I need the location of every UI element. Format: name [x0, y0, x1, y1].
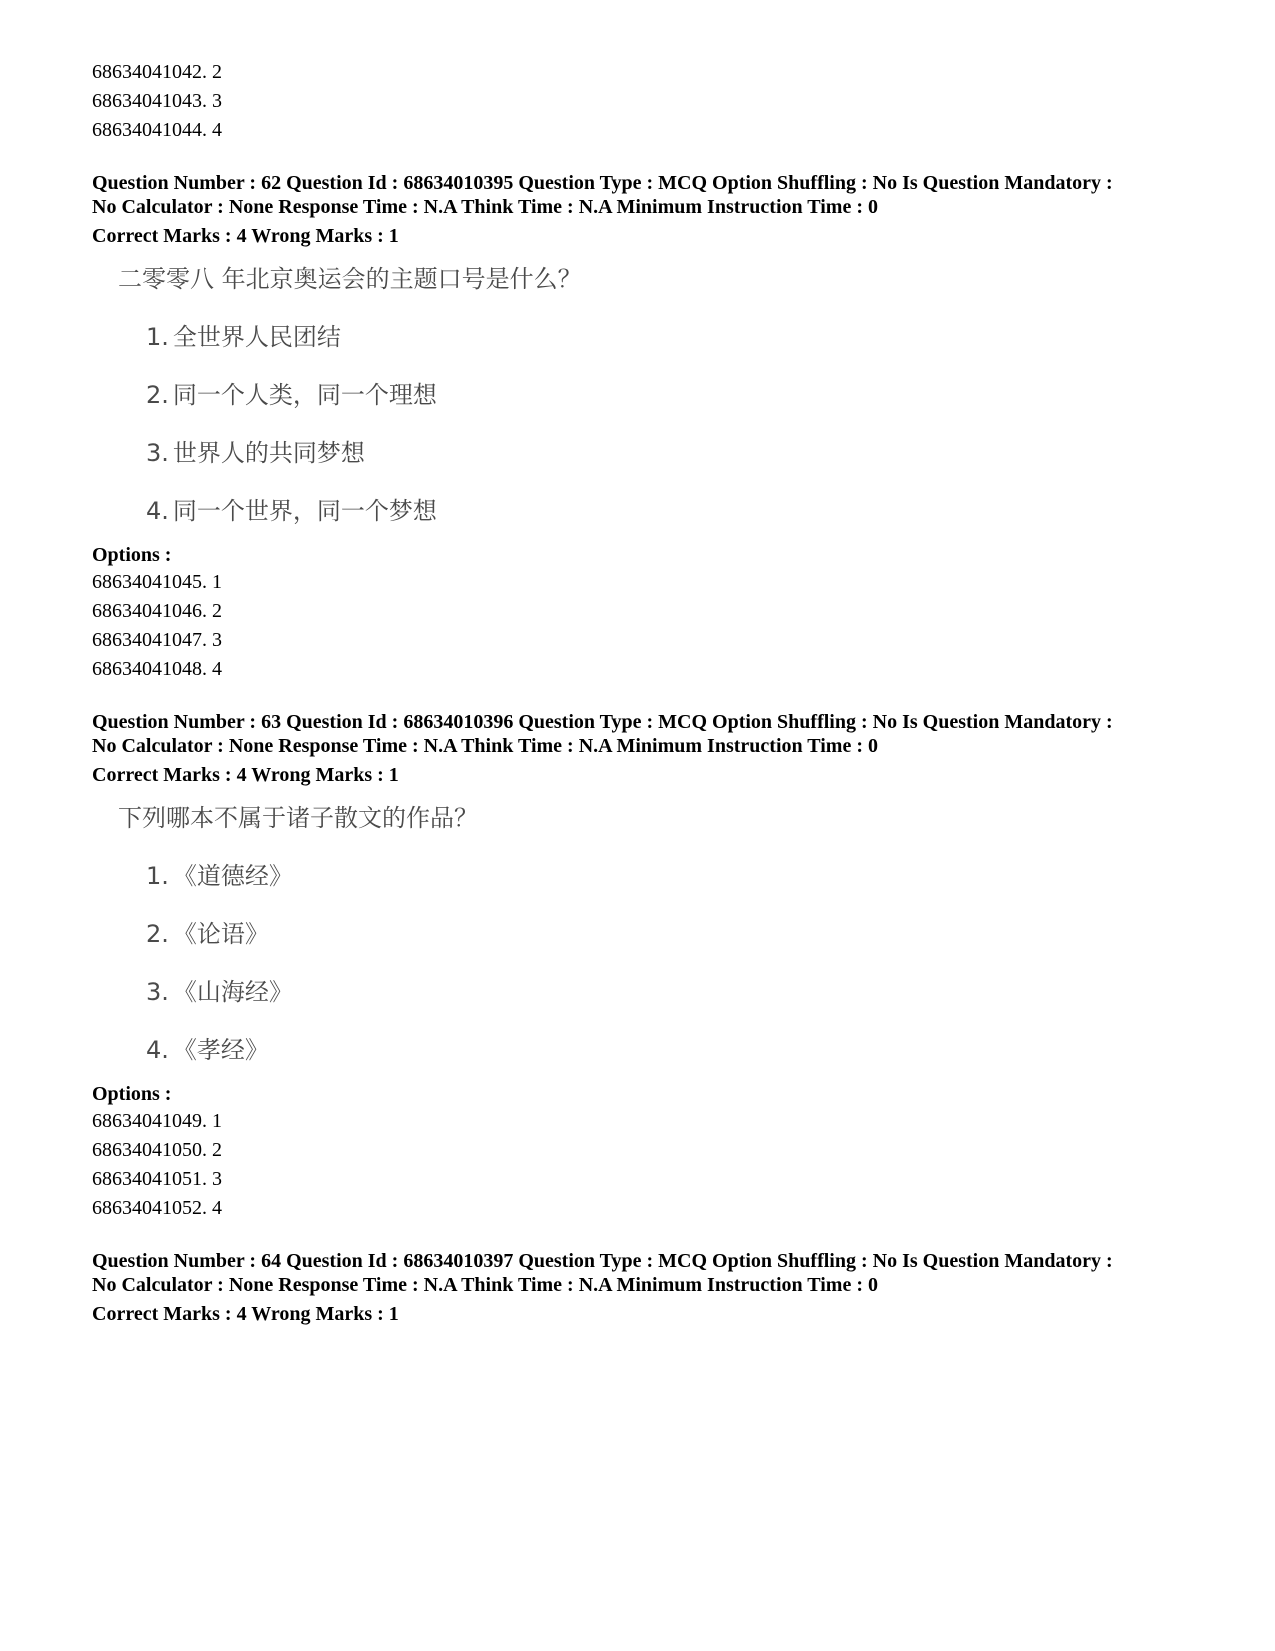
option-id-line: 68634041047. 3: [92, 629, 222, 651]
question-header-line-1: Question Number : 63 Question Id : 68634010396 Question Type : MCQ Option Shuffling : No Is Question Mandatory :: [92, 711, 1113, 733]
options-label: Options :: [92, 544, 172, 566]
choice-text: 同一个人类，同一个理想: [172, 381, 437, 409]
question-marks: Correct Marks : 4 Wrong Marks : 1: [92, 1303, 399, 1325]
choice-text: 《山海经》: [172, 978, 293, 1006]
question-choice-4: [118, 1033, 1202, 1067]
option-id-line: 68634041045. 1: [92, 571, 222, 593]
option-id-line: 68634041049. 1: [92, 1110, 222, 1132]
question-header: [92, 1249, 1202, 1297]
question-header-line-1: Question Number : 64 Question Id : 68634010397 Question Type : MCQ Option Shuffling : No Is Question Mandatory :: [92, 1250, 1113, 1272]
question-stem: 下列哪本不属于诸子散文的作品？: [118, 804, 478, 832]
question-header-line-2: No Calculator : None Response Time : N.A Think Time : N.A Minimum Instruction Time : 0: [92, 735, 878, 757]
choice-number: 3.: [146, 978, 169, 1006]
choice-number: 4.: [146, 1036, 169, 1064]
choice-text: 《道德经》: [172, 862, 293, 890]
options-list: [92, 1107, 1202, 1223]
choice-text: 同一个世界，同一个梦想: [172, 497, 437, 525]
options-label: Options :: [92, 1083, 172, 1105]
document-page: [92, 58, 1202, 1326]
question-block-63: [92, 710, 1202, 1223]
choice-number: 1.: [146, 323, 169, 351]
choice-text: 《孝经》: [172, 1036, 269, 1064]
question-header-line-2: No Calculator : None Response Time : N.A Think Time : N.A Minimum Instruction Time : 0: [92, 1274, 878, 1296]
option-id-line: 68634041048. 4: [92, 658, 222, 680]
question-choice-3: [118, 436, 1202, 470]
options-list: [92, 568, 1202, 684]
question-choice-1: [118, 859, 1202, 893]
question-choice-2: [118, 378, 1202, 412]
choice-number: 4.: [146, 497, 169, 525]
option-id-line: 68634041050. 2: [92, 1139, 222, 1161]
option-id-line: 68634041046. 2: [92, 600, 222, 622]
previous-options-list: [92, 58, 1202, 145]
choice-text: 世界人的共同梦想: [172, 439, 365, 467]
question-header-line-1: Question Number : 62 Question Id : 68634010395 Question Type : MCQ Option Shuffling : No Is Question Mandatory :: [92, 172, 1113, 194]
question-choice-1: [118, 320, 1202, 354]
choice-text: 全世界人民团结: [172, 323, 341, 351]
choice-number: 2.: [146, 920, 169, 948]
choice-number: 3.: [146, 439, 169, 467]
question-choice-2: [118, 917, 1202, 951]
question-block-62: [92, 171, 1202, 684]
question-marks: Correct Marks : 4 Wrong Marks : 1: [92, 764, 399, 786]
question-choice-3: [118, 975, 1202, 1009]
question-content: [92, 262, 1202, 528]
option-id-line: 68634041042. 2: [92, 61, 222, 83]
question-content: [92, 801, 1202, 1067]
choice-number: 1.: [146, 862, 169, 890]
option-id-line: 68634041052. 4: [92, 1197, 222, 1219]
question-header: [92, 171, 1202, 219]
question-stem: 二零零八 年北京奥运会的主题口号是什么？: [118, 265, 582, 293]
question-block-64: [92, 1249, 1202, 1326]
option-id-line: 68634041051. 3: [92, 1168, 222, 1190]
question-choice-4: [118, 494, 1202, 528]
question-header-line-2: No Calculator : None Response Time : N.A Think Time : N.A Minimum Instruction Time : 0: [92, 196, 878, 218]
question-marks: Correct Marks : 4 Wrong Marks : 1: [92, 225, 399, 247]
option-id-line: 68634041044. 4: [92, 119, 222, 141]
choice-number: 2.: [146, 381, 169, 409]
question-header: [92, 710, 1202, 758]
choice-text: 《论语》: [172, 920, 269, 948]
option-id-line: 68634041043. 3: [92, 90, 222, 112]
